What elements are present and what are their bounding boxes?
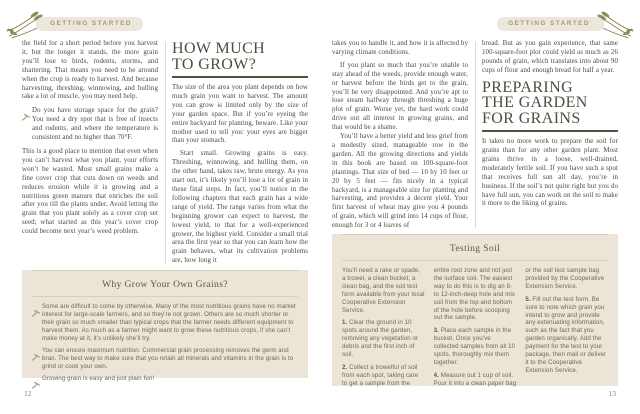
checklist-text: Do you have storage space for the grain? You need a dry spot that is free of insects and rodents, and where the temperature is consistent and no higher than 70°F. <box>32 107 158 142</box>
step-text: 4. Measure out 1 cup of soil. Pour it into a clean paper bag <box>433 371 517 387</box>
paragraph: bread. But as you gain experience, that same 100-square-foot plot could yield as much as 26 pounds of grain, which translates into about 90 cups of flour and enough bread for half a year. <box>482 40 618 74</box>
step-text: You’ll need a rake or spade, a trowel, a clean bucket, a clean bag, and the soil test form available from your local Cooperative Extension Service. <box>342 267 425 314</box>
right-page-col2 <box>482 40 618 228</box>
grain-sprig-bullet-icon <box>32 303 42 343</box>
list-item <box>32 347 298 371</box>
page-right <box>320 0 640 414</box>
list-item <box>32 375 298 394</box>
list-item <box>32 303 298 343</box>
section-label: GETTING STARTED <box>36 17 143 31</box>
step-text: 2. Collect a trowelful of soil from each spot, taking care to get a sample from the <box>342 363 419 387</box>
right-page-col1 <box>332 40 468 228</box>
paragraph: Start small. Growing grains is easy. Threshing, winnowing, and hulling them, on the other hand, takes raw, brute energy. As you start out, it’s likely you’ll lose a lot of grain in these final steps. In fact, you’ll notice in the following chapters that each grain has a wide range of yield. The range varies from what the beginning grower can expect to harvest, the lowest yield, to that for a well-experienced grower, the highest yield. Consider a small trial area the first year so that you can learn how the grain behaves, what its cultivation problems are, how long it <box>172 150 308 264</box>
grain-sprig-bullet-icon <box>32 347 42 371</box>
step-text: 1. Clear the ground in 10 spots around the garden, removing any vegetation or debris and the first inch of soil. <box>342 319 419 359</box>
testing-soil-content <box>332 261 618 393</box>
article-heading: PREPARING THE GARDEN FOR GRAINS <box>482 78 588 127</box>
box-title: Testing Soil <box>449 244 501 254</box>
page-number: 12 <box>24 389 32 398</box>
left-page-columns <box>22 40 308 264</box>
grain-sprig-bullet-icon <box>22 107 32 143</box>
running-head-right <box>320 8 640 38</box>
step-text: 5. Fill out the test form. Be sure to note which grain you intend to grow and provide any extenuating information, such as the fact that you garden organically. Add the payment for the test to your package, then mail or deliver it to the Cooperative Extension Service. <box>525 295 607 374</box>
column-divider <box>475 42 476 228</box>
heading-rule <box>482 130 618 132</box>
box-title: Why Grow Your Own Grains? <box>102 280 228 290</box>
grain-sprig-bullet-icon <box>32 375 42 394</box>
page-number: 13 <box>608 389 616 398</box>
right-page-columns <box>332 40 618 228</box>
testing-soil-box <box>332 234 618 386</box>
testing-soil-col3 <box>525 267 608 393</box>
box-title-wrap <box>342 234 608 261</box>
paragraph: the field for a short period before you harvest it, but the longer it stands, the more grain you’ll lose to birds, rodents, storms, and shattering. That means you need to be around when the crop is ready to harvest. And because harvesting, threshing, winnowing, and hulling take a lot of muscle, you may need help. <box>22 40 158 101</box>
box-title-wrap <box>32 270 298 297</box>
checklist-item <box>22 107 158 143</box>
paragraph: takes you to handle it, and how it is affected by varying climate conditions. <box>332 40 468 56</box>
list-item-text: Some are difficult to come by otherwise. Many of the most nutritious grains have no market interest for large-scale farmers, and so they’re not grown. Others are so much shorter or their grain so much smaller than typical crops that the farmer needs different equipment to harvest them. As much as a farmer might want to grow these nutritious crops, if she can’t make money at it, it’s unlikely she’ll try. <box>42 303 296 342</box>
running-head-left <box>0 8 320 38</box>
paragraph: This is a good place to mention that even when you can’t harvest what you plant, your efforts won’t be wasted. Most small grains make a fine cover crop that cuts down on weeds and reduces erosion while it is growing and a nutritious green manure that enriches the soil after you till the plants under. Avoid letting the grain that you plant solely as a cover crop set seed; what started as this year’s cover crop could become next year’s weed problem. <box>22 147 158 236</box>
section-label: GETTING STARTED <box>497 17 604 31</box>
paragraph: The size of the area you plant depends on how much grain you want to harvest. The amount you can grow is limited only by the size of your garden space. But if you’re eyeing the entire backyard for planting, beware. Like your mother used to tell you: your eyes are bigger than your stomach. <box>172 84 308 145</box>
list-item-text: Growing grain is easy and just plain fun! <box>42 375 155 383</box>
paragraph: It takes no more work to prepare the soil for grains than for any other garden plant. Most grains thrive in a loose, well-drained, moderately fertile soil. If you have such a spot that receives full sun all day, you’re in business. If the soil’s not quite right but you do have full sun, you can work on the soil to make it more to the liking of grains. <box>482 138 618 208</box>
why-grow-box-content <box>22 297 308 399</box>
paragraph: You’ll have a better yield and less grief from a modestly sized, manageable row in the garden. All the growing directions and yields in this book are based on 100-square-foot plantings. That size of bed — 10 by 10 feet or 20 by 5 feet — fits nicely in a typical backyard, is a manageable size for planting and harvesting, and provides a decent yield. Your first harvest of wheat may give you 4 pounds of grain, which will grind into 14 cups of flour, enough for 3 or 4 loaves of <box>332 133 468 228</box>
step-text: or the soil test sample bag provided by the Cooperative Extension Service. <box>525 267 605 290</box>
paragraph: If you plant so much that you’re unable to stay ahead of the weeds, provide enough water, or harvest before the birds get to the grain, you’ll be very disappointed. And you’re apt to lose steam halfway through threshing a huge plot of grain. Worse yet, the hard work could drive out all interest in growing grains, and that would be a shame. <box>332 61 468 132</box>
column-divider <box>165 42 166 264</box>
why-grow-box <box>22 270 308 383</box>
list-item-text: You can ensure maximum nutrition. Commercial grain processing removes the germ and bran. The best way to make sure that you retain all minerals and vitamins in the grain is to grind or cook your own. <box>42 347 294 370</box>
article-heading: HOW MUCH TO GROW? <box>172 40 266 73</box>
left-page-col2 <box>172 40 308 264</box>
testing-soil-col2 <box>434 267 517 393</box>
left-page-col1 <box>22 40 158 264</box>
step-text: 3. Place each sample in the bucket. Once you’ve collected samples from all 10 spots, thoroughly mix them together. <box>433 327 516 366</box>
heading-rule <box>172 76 308 78</box>
testing-soil-col1 <box>342 267 425 393</box>
step-text: entire root zone and not just the surface soil. The easiest way to do this is to dig an 8- to 12-inch-deep hole and mix soil from the top and bottom of the hole before scooping out the sample. <box>433 267 516 322</box>
